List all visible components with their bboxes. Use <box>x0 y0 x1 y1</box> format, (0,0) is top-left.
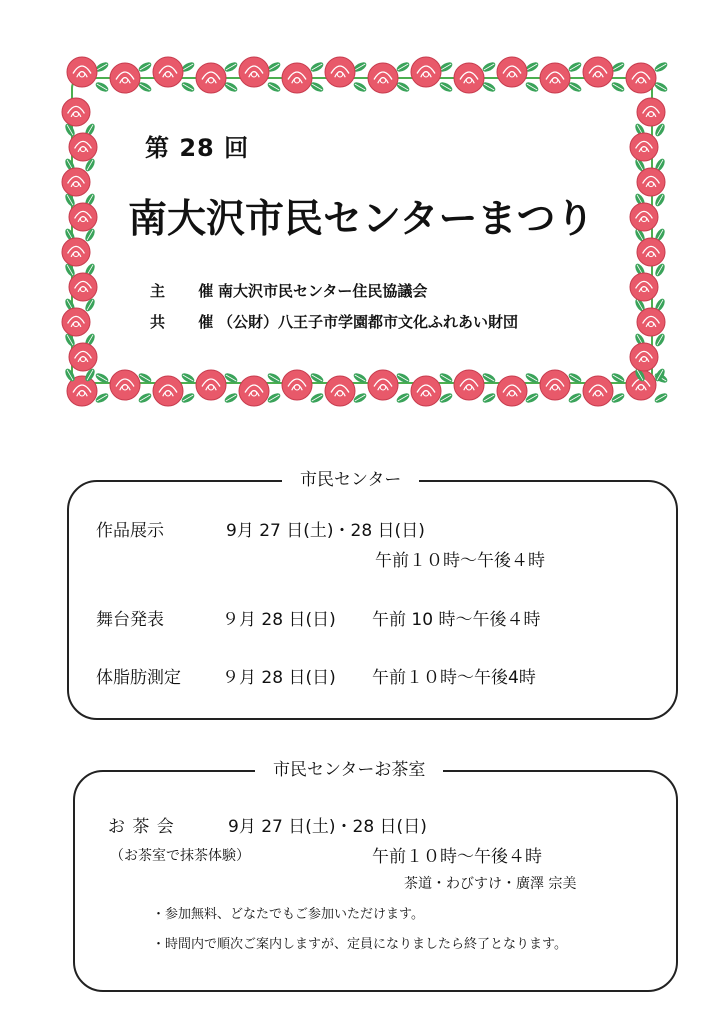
tea-event-name: お 茶 会 <box>108 817 175 837</box>
leaf <box>180 80 196 93</box>
rose <box>69 133 97 161</box>
rose <box>637 238 665 266</box>
event-time: 午前１０時〜午後４時 <box>375 551 545 571</box>
tea-event-time: 午前１０時〜午後４時 <box>372 847 542 867</box>
tea-room-box <box>73 770 678 992</box>
co-organizer-value: （公財）八王子市学園都市文化ふれあい財団 <box>218 313 519 331</box>
organizer-value: 南大沢市民センター住民協議会 <box>218 282 428 300</box>
event-title: 南大沢市民センターまつり <box>128 197 595 242</box>
rose <box>110 370 140 400</box>
rose <box>368 63 398 93</box>
rose <box>325 57 355 87</box>
event-time: 午前１０時〜午後4時 <box>372 668 536 688</box>
tea-host: 茶道・わびすけ・廣澤 宗美 <box>404 876 577 892</box>
leaf <box>395 60 411 73</box>
rose <box>239 376 269 406</box>
tea-bullet: ・参加無料、どなたでもご参加いただけます。 <box>152 907 424 922</box>
leaf <box>610 80 626 93</box>
leaf <box>266 80 282 93</box>
leaf <box>352 80 368 93</box>
leaf <box>567 391 583 404</box>
event-name: 作品展示 <box>96 521 164 541</box>
leaf <box>567 60 583 73</box>
event-date: ９月 28 日(日) <box>222 610 336 630</box>
tea-event-date: 9月 27 日(土)・28 日(日) <box>228 817 427 837</box>
center-box-title: 市民センター <box>282 468 419 492</box>
leaf <box>223 391 239 404</box>
tea-box-title: 市民センターお茶室 <box>255 758 443 782</box>
rose <box>67 57 97 87</box>
tea-bullet: ・時間内で順次ご案内しますが、定員になりましたら終了となります。 <box>152 937 567 952</box>
leaf <box>524 80 540 93</box>
rose <box>637 308 665 336</box>
rose <box>196 63 226 93</box>
rose <box>540 370 570 400</box>
leaf <box>481 391 497 404</box>
leaf <box>481 60 497 73</box>
rose <box>630 133 658 161</box>
organizer-label: 主 催 <box>150 282 228 300</box>
event-date: ９月 28 日(日) <box>222 668 336 688</box>
rose <box>368 370 398 400</box>
rose <box>411 376 441 406</box>
rose <box>153 57 183 87</box>
rose <box>540 63 570 93</box>
rose <box>630 203 658 231</box>
rose <box>62 98 90 126</box>
rose <box>497 376 527 406</box>
rose <box>282 370 312 400</box>
leaf <box>309 391 325 404</box>
rose <box>411 57 441 87</box>
leaf <box>653 391 669 404</box>
rose <box>637 168 665 196</box>
organizer-row <box>150 280 427 301</box>
rose <box>583 57 613 87</box>
rose <box>196 370 226 400</box>
tea-event-note: （お茶室で抹茶体験） <box>110 848 250 864</box>
leaf <box>94 80 110 93</box>
leaf <box>309 60 325 73</box>
rose <box>630 343 658 371</box>
leaf <box>137 391 153 404</box>
event-date: 9月 27 日(土)・28 日(日) <box>226 521 425 541</box>
rose <box>69 343 97 371</box>
rose <box>282 63 312 93</box>
rose <box>454 63 484 93</box>
rose <box>325 376 355 406</box>
leaf <box>653 60 669 73</box>
rose <box>62 308 90 336</box>
rose <box>497 57 527 87</box>
leaf <box>223 60 239 73</box>
rose <box>69 273 97 301</box>
rose <box>454 370 484 400</box>
rose <box>239 57 269 87</box>
leaf <box>438 80 454 93</box>
rose <box>69 203 97 231</box>
rose <box>153 376 183 406</box>
rose <box>62 168 90 196</box>
co-organizer-label: 共 催 <box>150 313 228 331</box>
co-organizer-row <box>150 311 518 332</box>
event-time: 午前 10 時〜午後４時 <box>372 610 541 630</box>
rose <box>62 238 90 266</box>
event-name: 体脂肪測定 <box>96 668 181 688</box>
rose <box>630 273 658 301</box>
event-name: 舞台発表 <box>96 610 164 630</box>
rose <box>626 63 656 93</box>
leaf <box>395 391 411 404</box>
rose <box>583 376 613 406</box>
event-round: 第 28 回 <box>145 134 250 162</box>
leaf <box>137 60 153 73</box>
rose <box>110 63 140 93</box>
rose <box>637 98 665 126</box>
